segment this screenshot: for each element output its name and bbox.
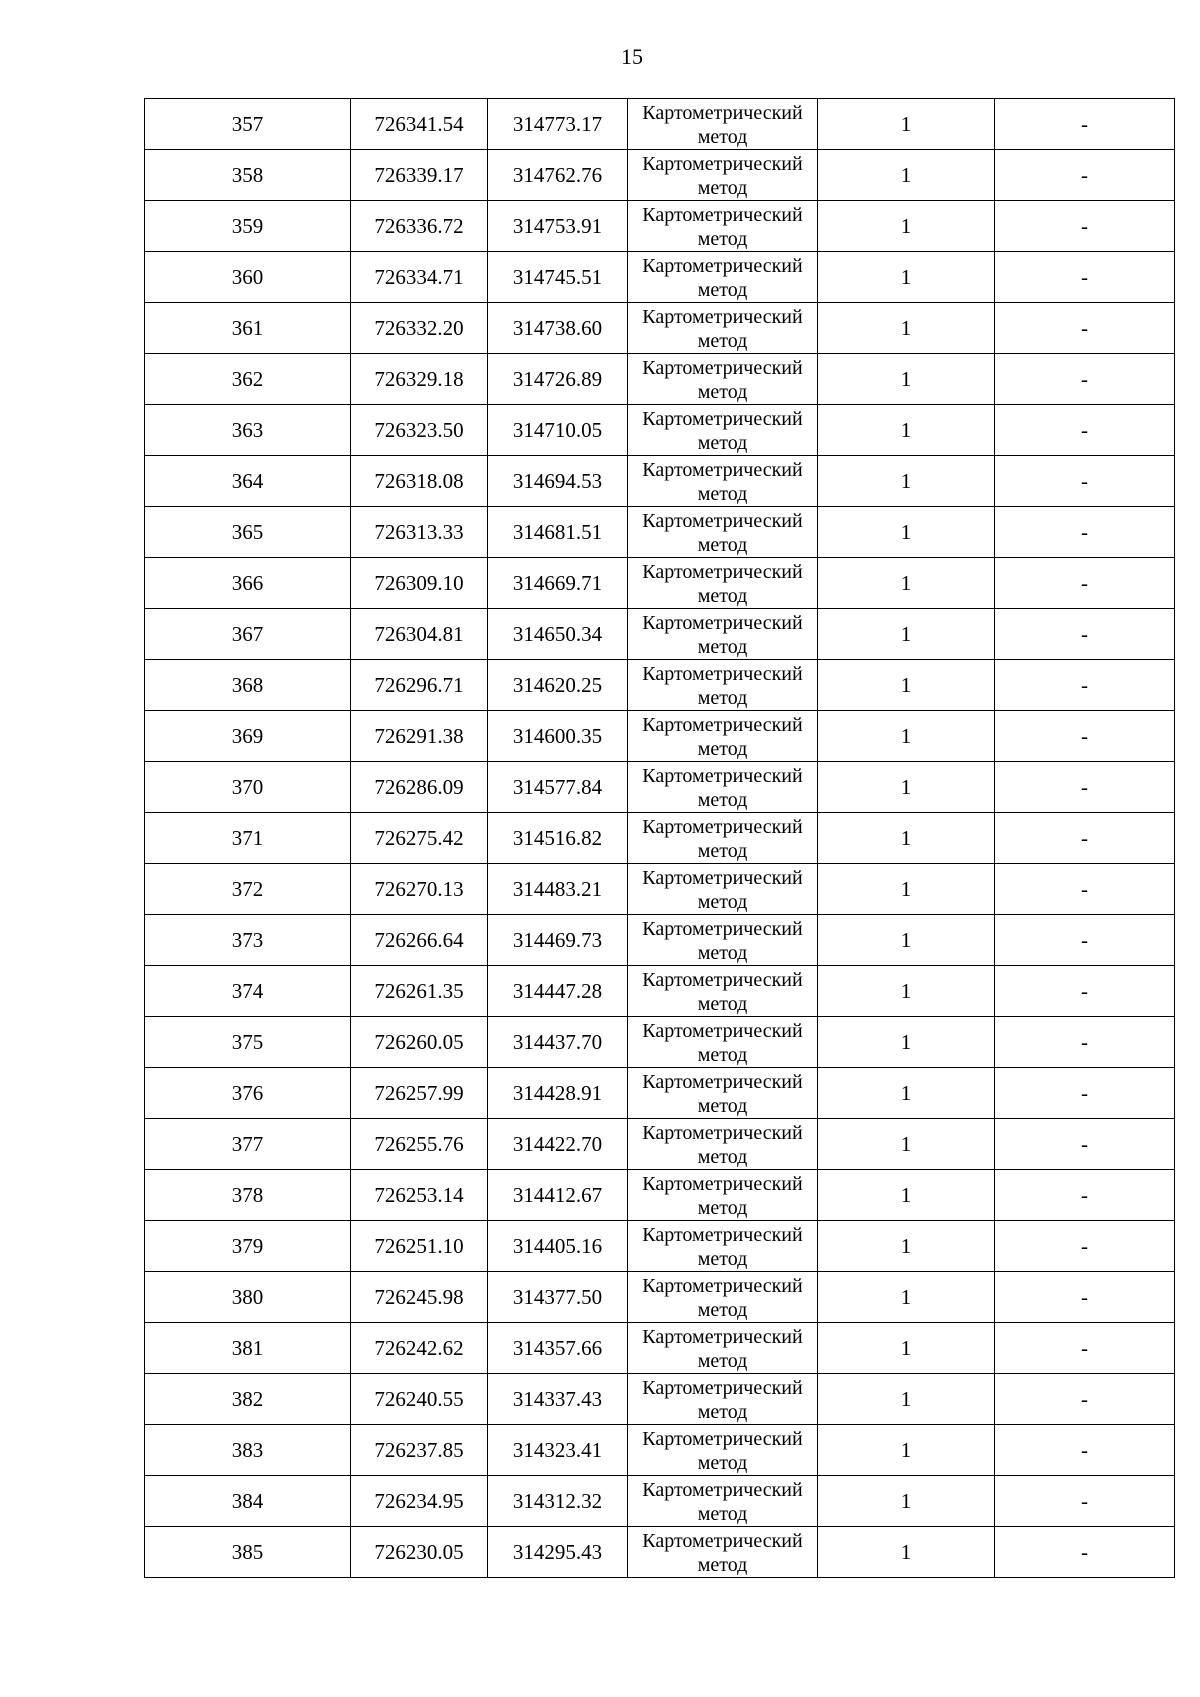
method-text-line2: метод: [697, 584, 748, 607]
x-coordinate-cell: 726329.18: [351, 354, 488, 405]
note-cell: -: [995, 1323, 1175, 1374]
method-text-line1: Картометрический: [642, 713, 803, 736]
method-text-line1: Картометрический: [642, 866, 803, 889]
method-cell: [628, 405, 818, 456]
note-cell: -: [995, 1068, 1175, 1119]
method-cell: [628, 1476, 818, 1527]
point-number-cell: 370: [145, 762, 351, 813]
note-cell: -: [995, 1017, 1175, 1068]
y-coordinate-cell: 314669.71: [488, 558, 628, 609]
table-row: [145, 813, 1175, 864]
method-text-line2: метод: [697, 1553, 748, 1576]
point-number-cell: 367: [145, 609, 351, 660]
x-coordinate-cell: 726253.14: [351, 1170, 488, 1221]
table-row: [145, 150, 1175, 201]
table-row: [145, 1068, 1175, 1119]
table-row: [145, 1221, 1175, 1272]
method-text-line1: Картометрический: [642, 356, 803, 379]
table-row: [145, 660, 1175, 711]
y-coordinate-cell: 314405.16: [488, 1221, 628, 1272]
y-coordinate-cell: 314620.25: [488, 660, 628, 711]
method-text-line1: Картометрический: [642, 305, 803, 328]
method-text-line1: Картометрический: [642, 1019, 803, 1042]
table-row: [145, 303, 1175, 354]
accuracy-cell: 1: [818, 99, 995, 150]
point-number-cell: 385: [145, 1527, 351, 1578]
x-coordinate-cell: 726234.95: [351, 1476, 488, 1527]
point-number-cell: 384: [145, 1476, 351, 1527]
table-row: [145, 1017, 1175, 1068]
method-text-line1: Картометрический: [642, 1427, 803, 1450]
method-cell: [628, 1017, 818, 1068]
point-number-cell: 375: [145, 1017, 351, 1068]
point-number-cell: 361: [145, 303, 351, 354]
method-cell: [628, 1272, 818, 1323]
note-cell: -: [995, 405, 1175, 456]
table-row: [145, 354, 1175, 405]
table-row: [145, 1476, 1175, 1527]
method-text-line2: метод: [697, 1451, 748, 1474]
method-cell: [628, 813, 818, 864]
x-coordinate-cell: 726313.33: [351, 507, 488, 558]
table-row: [145, 1527, 1175, 1578]
y-coordinate-cell: 314483.21: [488, 864, 628, 915]
accuracy-cell: 1: [818, 150, 995, 201]
y-coordinate-cell: 314422.70: [488, 1119, 628, 1170]
y-coordinate-cell: 314312.32: [488, 1476, 628, 1527]
x-coordinate-cell: 726309.10: [351, 558, 488, 609]
table-row: [145, 99, 1175, 150]
method-text-line1: Картометрический: [642, 1325, 803, 1348]
y-coordinate-cell: 314428.91: [488, 1068, 628, 1119]
method-cell: [628, 1119, 818, 1170]
y-coordinate-cell: 314337.43: [488, 1374, 628, 1425]
accuracy-cell: 1: [818, 762, 995, 813]
accuracy-cell: 1: [818, 558, 995, 609]
table-row: [145, 1374, 1175, 1425]
x-coordinate-cell: 726334.71: [351, 252, 488, 303]
note-cell: -: [995, 1221, 1175, 1272]
method-text-line1: Картометрический: [642, 815, 803, 838]
note-cell: -: [995, 1374, 1175, 1425]
point-number-cell: 383: [145, 1425, 351, 1476]
method-cell: [628, 99, 818, 150]
x-coordinate-cell: 726251.10: [351, 1221, 488, 1272]
method-text-line2: метод: [697, 329, 748, 352]
point-number-cell: 363: [145, 405, 351, 456]
method-text-line1: Картометрический: [642, 509, 803, 532]
method-text-line1: Картометрический: [642, 254, 803, 277]
method-text-line2: метод: [697, 1247, 748, 1270]
x-coordinate-cell: 726237.85: [351, 1425, 488, 1476]
point-number-cell: 376: [145, 1068, 351, 1119]
point-number-cell: 372: [145, 864, 351, 915]
note-cell: -: [995, 711, 1175, 762]
point-number-cell: 371: [145, 813, 351, 864]
method-cell: [628, 1374, 818, 1425]
table-row: [145, 201, 1175, 252]
method-text-line2: метод: [697, 125, 748, 148]
note-cell: -: [995, 1425, 1175, 1476]
note-cell: -: [995, 966, 1175, 1017]
accuracy-cell: 1: [818, 456, 995, 507]
accuracy-cell: 1: [818, 1017, 995, 1068]
point-number-cell: 358: [145, 150, 351, 201]
method-text-line2: метод: [697, 1349, 748, 1372]
point-number-cell: 374: [145, 966, 351, 1017]
y-coordinate-cell: 314412.67: [488, 1170, 628, 1221]
method-text-line1: Картометрический: [642, 407, 803, 430]
method-text-line2: метод: [697, 1196, 748, 1219]
method-cell: [628, 507, 818, 558]
note-cell: -: [995, 813, 1175, 864]
point-number-cell: 362: [145, 354, 351, 405]
method-text-line2: метод: [697, 1043, 748, 1066]
method-text-line1: Картометрический: [642, 1529, 803, 1552]
method-cell: [628, 558, 818, 609]
table-row: [145, 252, 1175, 303]
x-coordinate-cell: 726318.08: [351, 456, 488, 507]
method-cell: [628, 1068, 818, 1119]
y-coordinate-cell: 314295.43: [488, 1527, 628, 1578]
point-number-cell: 357: [145, 99, 351, 150]
method-text-line1: Картометрический: [642, 152, 803, 175]
accuracy-cell: 1: [818, 1527, 995, 1578]
note-cell: -: [995, 201, 1175, 252]
note-cell: -: [995, 1170, 1175, 1221]
method-cell: [628, 1323, 818, 1374]
method-text-line1: Картометрический: [642, 1478, 803, 1501]
x-coordinate-cell: 726240.55: [351, 1374, 488, 1425]
note-cell: -: [995, 252, 1175, 303]
method-text-line2: метод: [697, 380, 748, 403]
accuracy-cell: 1: [818, 201, 995, 252]
y-coordinate-cell: 314773.17: [488, 99, 628, 150]
x-coordinate-cell: 726304.81: [351, 609, 488, 660]
point-number-cell: 368: [145, 660, 351, 711]
table-row: [145, 915, 1175, 966]
x-coordinate-cell: 726341.54: [351, 99, 488, 150]
y-coordinate-cell: 314726.89: [488, 354, 628, 405]
method-cell: [628, 966, 818, 1017]
note-cell: -: [995, 915, 1175, 966]
method-text-line2: метод: [697, 176, 748, 199]
accuracy-cell: 1: [818, 1221, 995, 1272]
point-number-cell: 382: [145, 1374, 351, 1425]
accuracy-cell: 1: [818, 303, 995, 354]
point-number-cell: 380: [145, 1272, 351, 1323]
accuracy-cell: 1: [818, 609, 995, 660]
x-coordinate-cell: 726275.42: [351, 813, 488, 864]
note-cell: -: [995, 1476, 1175, 1527]
table-body: [145, 99, 1175, 1578]
x-coordinate-cell: 726245.98: [351, 1272, 488, 1323]
point-number-cell: 377: [145, 1119, 351, 1170]
accuracy-cell: 1: [818, 1374, 995, 1425]
method-text-line2: метод: [697, 1400, 748, 1423]
y-coordinate-cell: 314469.73: [488, 915, 628, 966]
method-text-line2: метод: [697, 737, 748, 760]
x-coordinate-cell: 726336.72: [351, 201, 488, 252]
method-cell: [628, 354, 818, 405]
method-text-line1: Картометрический: [642, 560, 803, 583]
x-coordinate-cell: 726257.99: [351, 1068, 488, 1119]
point-number-cell: 369: [145, 711, 351, 762]
table-row: [145, 864, 1175, 915]
accuracy-cell: 1: [818, 1425, 995, 1476]
method-text-line1: Картометрический: [642, 662, 803, 685]
note-cell: -: [995, 150, 1175, 201]
table-row: [145, 1119, 1175, 1170]
method-text-line2: метод: [697, 1502, 748, 1525]
note-cell: -: [995, 864, 1175, 915]
table-row: [145, 1425, 1175, 1476]
accuracy-cell: 1: [818, 1068, 995, 1119]
method-text-line2: метод: [697, 941, 748, 964]
method-cell: [628, 1221, 818, 1272]
point-number-cell: 379: [145, 1221, 351, 1272]
accuracy-cell: 1: [818, 660, 995, 711]
method-cell: [628, 609, 818, 660]
x-coordinate-cell: 726261.35: [351, 966, 488, 1017]
method-cell: [628, 660, 818, 711]
y-coordinate-cell: 314745.51: [488, 252, 628, 303]
method-cell: [628, 711, 818, 762]
method-text-line2: метод: [697, 992, 748, 1015]
y-coordinate-cell: 314323.41: [488, 1425, 628, 1476]
point-number-cell: 366: [145, 558, 351, 609]
table-row: [145, 1272, 1175, 1323]
x-coordinate-cell: 726266.64: [351, 915, 488, 966]
method-text-line2: метод: [697, 431, 748, 454]
note-cell: -: [995, 456, 1175, 507]
method-cell: [628, 303, 818, 354]
method-text-line1: Картометрический: [642, 1172, 803, 1195]
x-coordinate-cell: 726323.50: [351, 405, 488, 456]
note-cell: -: [995, 354, 1175, 405]
accuracy-cell: 1: [818, 711, 995, 762]
method-text-line2: метод: [697, 635, 748, 658]
x-coordinate-cell: 726291.38: [351, 711, 488, 762]
table-row: [145, 762, 1175, 813]
method-cell: [628, 456, 818, 507]
x-coordinate-cell: 726230.05: [351, 1527, 488, 1578]
y-coordinate-cell: 314694.53: [488, 456, 628, 507]
y-coordinate-cell: 314650.34: [488, 609, 628, 660]
accuracy-cell: 1: [818, 405, 995, 456]
accuracy-cell: 1: [818, 813, 995, 864]
table-row: [145, 1170, 1175, 1221]
x-coordinate-cell: 726296.71: [351, 660, 488, 711]
method-text-line1: Картометрический: [642, 458, 803, 481]
accuracy-cell: 1: [818, 507, 995, 558]
y-coordinate-cell: 314437.70: [488, 1017, 628, 1068]
accuracy-cell: 1: [818, 864, 995, 915]
method-text-line2: метод: [697, 1145, 748, 1168]
x-coordinate-cell: 726270.13: [351, 864, 488, 915]
table-row: [145, 1323, 1175, 1374]
method-text-line1: Картометрический: [642, 1376, 803, 1399]
method-text-line1: Картометрический: [642, 917, 803, 940]
method-cell: [628, 762, 818, 813]
note-cell: -: [995, 303, 1175, 354]
table-row: [145, 507, 1175, 558]
method-text-line1: Картометрический: [642, 1070, 803, 1093]
y-coordinate-cell: 314753.91: [488, 201, 628, 252]
method-text-line2: метод: [697, 278, 748, 301]
page-number: 15: [621, 44, 643, 69]
x-coordinate-cell: 726260.05: [351, 1017, 488, 1068]
method-text-line1: Картометрический: [642, 764, 803, 787]
method-text-line2: метод: [697, 788, 748, 811]
note-cell: -: [995, 660, 1175, 711]
y-coordinate-cell: 314577.84: [488, 762, 628, 813]
accuracy-cell: 1: [818, 1476, 995, 1527]
method-cell: [628, 150, 818, 201]
y-coordinate-cell: 314377.50: [488, 1272, 628, 1323]
method-cell: [628, 252, 818, 303]
y-coordinate-cell: 314710.05: [488, 405, 628, 456]
x-coordinate-cell: 726255.76: [351, 1119, 488, 1170]
table-row: [145, 966, 1175, 1017]
table-row: [145, 711, 1175, 762]
x-coordinate-cell: 726286.09: [351, 762, 488, 813]
accuracy-cell: 1: [818, 1272, 995, 1323]
y-coordinate-cell: 314762.76: [488, 150, 628, 201]
note-cell: -: [995, 558, 1175, 609]
accuracy-cell: 1: [818, 1323, 995, 1374]
method-text-line2: метод: [697, 839, 748, 862]
table-row: [145, 456, 1175, 507]
accuracy-cell: 1: [818, 966, 995, 1017]
method-text-line1: Картометрический: [642, 611, 803, 634]
method-cell: [628, 1170, 818, 1221]
x-coordinate-cell: 726339.17: [351, 150, 488, 201]
accuracy-cell: 1: [818, 1119, 995, 1170]
note-cell: -: [995, 762, 1175, 813]
y-coordinate-cell: 314600.35: [488, 711, 628, 762]
method-text-line2: метод: [697, 482, 748, 505]
note-cell: -: [995, 1527, 1175, 1578]
table-row: [145, 405, 1175, 456]
point-number-cell: 359: [145, 201, 351, 252]
note-cell: -: [995, 99, 1175, 150]
coordinates-table: [144, 98, 1175, 1578]
note-cell: -: [995, 609, 1175, 660]
method-text-line2: метод: [697, 227, 748, 250]
method-text-line1: Картометрический: [642, 1223, 803, 1246]
point-number-cell: 365: [145, 507, 351, 558]
y-coordinate-cell: 314447.28: [488, 966, 628, 1017]
table-row: [145, 609, 1175, 660]
accuracy-cell: 1: [818, 252, 995, 303]
x-coordinate-cell: 726332.20: [351, 303, 488, 354]
method-text-line2: метод: [697, 1094, 748, 1117]
y-coordinate-cell: 314357.66: [488, 1323, 628, 1374]
method-text-line2: метод: [697, 533, 748, 556]
method-text-line2: метод: [697, 890, 748, 913]
y-coordinate-cell: 314738.60: [488, 303, 628, 354]
y-coordinate-cell: 314681.51: [488, 507, 628, 558]
point-number-cell: 364: [145, 456, 351, 507]
method-text-line1: Картометрический: [642, 1121, 803, 1144]
method-text-line1: Картометрический: [642, 1274, 803, 1297]
point-number-cell: 378: [145, 1170, 351, 1221]
method-cell: [628, 915, 818, 966]
note-cell: -: [995, 1272, 1175, 1323]
method-cell: [628, 864, 818, 915]
method-cell: [628, 201, 818, 252]
method-text-line2: метод: [697, 1298, 748, 1321]
note-cell: -: [995, 507, 1175, 558]
method-text-line1: Картометрический: [642, 968, 803, 991]
point-number-cell: 373: [145, 915, 351, 966]
point-number-cell: 360: [145, 252, 351, 303]
y-coordinate-cell: 314516.82: [488, 813, 628, 864]
accuracy-cell: 1: [818, 915, 995, 966]
method-text-line1: Картометрический: [642, 203, 803, 226]
table-row: [145, 558, 1175, 609]
method-cell: [628, 1527, 818, 1578]
accuracy-cell: 1: [818, 1170, 995, 1221]
note-cell: -: [995, 1119, 1175, 1170]
accuracy-cell: 1: [818, 354, 995, 405]
point-number-cell: 381: [145, 1323, 351, 1374]
x-coordinate-cell: 726242.62: [351, 1323, 488, 1374]
method-text-line1: Картометрический: [642, 101, 803, 124]
method-cell: [628, 1425, 818, 1476]
method-text-line2: метод: [697, 686, 748, 709]
